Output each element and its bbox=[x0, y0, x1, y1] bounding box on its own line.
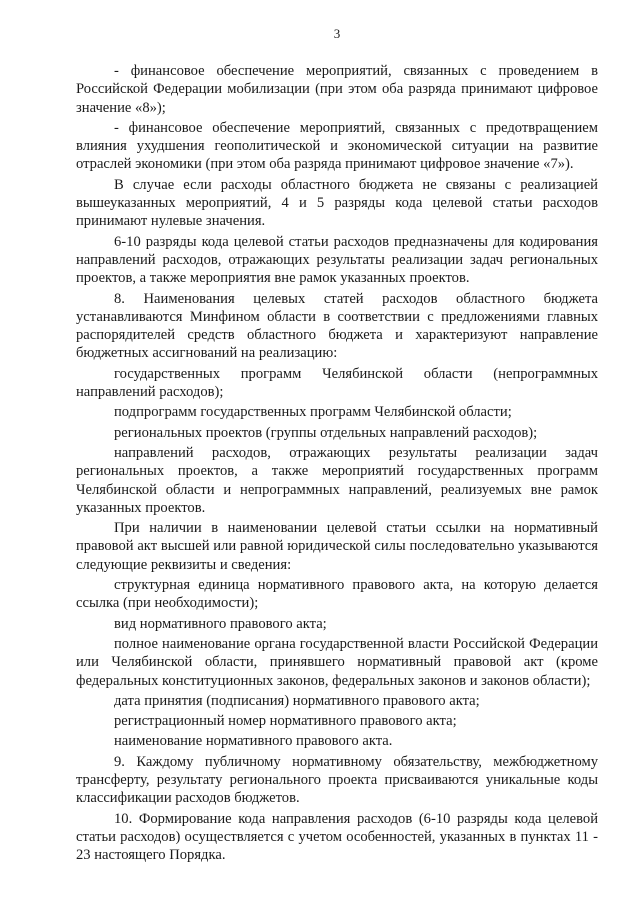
paragraph: регистрационный номер нормативного правового акта; bbox=[114, 713, 457, 730]
paragraph: дата принятия (подписания) нормативного правового акта; bbox=[114, 692, 480, 709]
paragraph: 10. Формирование кода направления расходов (6-10 разряды кода целевой статьи расходов) осуществляется с учетом особенностей, указанных в пунктах 11 - 23 настоящего Порядка. bbox=[76, 810, 598, 864]
paragraph: подпрограмм государственных программ Челябинской области; bbox=[114, 404, 512, 421]
paragraph: структурная единица нормативного правового акта, на которую делается ссылка (при необходимости); bbox=[76, 577, 598, 612]
paragraph: направлений расходов, отражающих результаты реализации задач региональных проектов, а также мероприятий государственных программ Челябинской области и непрограммных направлений, реализуемых вне рамок указанных проектов. bbox=[76, 444, 598, 516]
page-number: 3 bbox=[333, 26, 341, 41]
paragraph: При наличии в наименовании целевой статьи ссылки на нормативный правовой акт высшей или равной юридической силы последовательно указываются следующие реквизиты и сведения: bbox=[76, 520, 598, 573]
paragraph: наименование нормативного правового акта. bbox=[114, 733, 393, 750]
paragraph: 6-10 разряды кода целевой статьи расходов предназначены для кодирования направлений расходов, отражающих результаты реализации задач региональных проектов, а также мероприятия вне рамок указанных проектов. bbox=[76, 233, 598, 287]
paragraph: 8. Наименования целевых статей расходов областного бюджета устанавливаются Минфином области в соответствии с предложениями главных распорядителей средств областного бюджета и характеризуют направление бюджетных ассигнований на реализацию: bbox=[76, 290, 598, 362]
paragraph: 9. Каждому публичному нормативному обязательству, межбюджетному трансферту, результату регионального проекта присваиваются уникальные коды классификации расходов бюджетов. bbox=[76, 753, 598, 807]
paragraph: полное наименование органа государственной власти Российской Федерации или Челябинской области, принявшего нормативный правовой акт (кроме федеральных конституционных законов, федеральных законов и законов области); bbox=[76, 635, 598, 689]
paragraph: - финансовое обеспечение мероприятий, связанных с предотвращением влияния ухудшения геополитической и экономической ситуации на развитие отраслей экономики (при этом оба разряда принимают цифровое значение «7»). bbox=[76, 119, 598, 173]
paragraph: государственных программ Челябинской области (непрограммных направлений расходов); bbox=[76, 365, 598, 401]
paragraph: вид нормативного правового акта; bbox=[114, 615, 327, 632]
paragraph: региональных проектов (группы отдельных направлений расходов); bbox=[114, 424, 538, 441]
paragraph: В случае если расходы областного бюджета не связаны с реализацией вышеуказанных мероприятий, 4 и 5 разряды кода целевой статьи расходов принимают нулевые значения. bbox=[76, 176, 598, 230]
paragraph: - финансовое обеспечение мероприятий, связанных с проведением в Российской Федерации мобилизации (при этом оба разряда принимают цифровое значение «8»); bbox=[76, 63, 598, 116]
